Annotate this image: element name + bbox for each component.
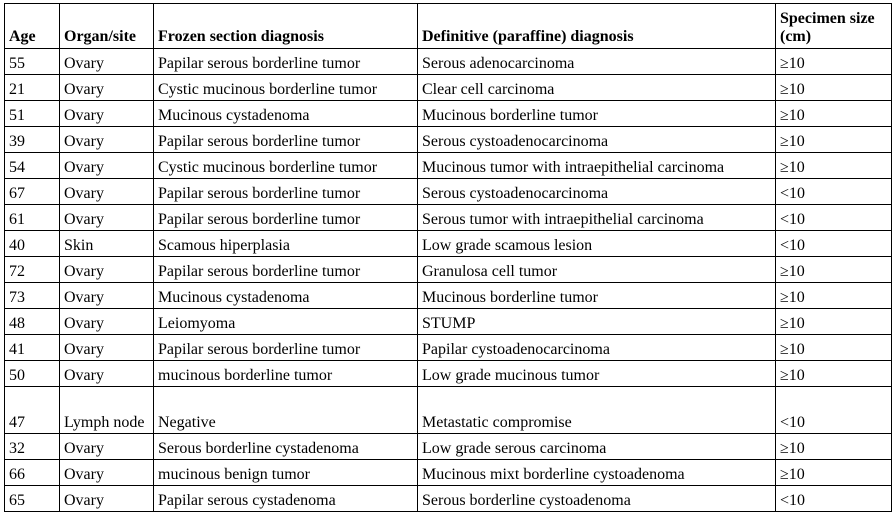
cell-organ: Lymph node [60,387,154,434]
cell-size: ≥10 [776,434,892,460]
cell-organ: Ovary [60,205,154,231]
cell-frozen: Papilar serous borderline tumor [154,257,418,283]
cell-frozen: Cystic mucinous borderline tumor [154,153,418,179]
cell-organ: Ovary [60,257,154,283]
table-row [5,49,892,75]
cell-definitive: Serous borderline cystoadenoma [418,486,776,512]
cell-size: ≥10 [776,257,892,283]
cell-size: ≥10 [776,335,892,361]
cell-age: 40 [5,231,60,257]
table-row [5,434,892,460]
cell-age: 54 [5,153,60,179]
cell-definitive: Low grade mucinous tumor [418,361,776,387]
cell-frozen: Papilar serous borderline tumor [154,205,418,231]
table-row [5,231,892,257]
cell-frozen: Papilar serous borderline tumor [154,335,418,361]
cell-size: <10 [776,231,892,257]
cell-age: 73 [5,283,60,309]
cell-age: 72 [5,257,60,283]
cell-organ: Ovary [60,309,154,335]
cell-frozen: Mucinous cystadenoma [154,101,418,127]
header-definitive-diagnosis: Definitive (paraffine) diagnosis [418,4,776,49]
cell-organ: Ovary [60,75,154,101]
diagnosis-table [4,3,892,512]
table-row [5,127,892,153]
header-frozen-section-diagnosis: Frozen section diagnosis [154,4,418,49]
cell-organ: Ovary [60,460,154,486]
cell-frozen: Mucinous cystadenoma [154,283,418,309]
cell-frozen: Papilar serous cystadenoma [154,486,418,512]
cell-definitive: Mucinous mixt borderline cystoadenoma [418,460,776,486]
cell-definitive: Mucinous borderline tumor [418,101,776,127]
cell-age: 47 [5,387,60,434]
header-age: Age [5,4,60,49]
cell-frozen: Papilar serous borderline tumor [154,127,418,153]
cell-definitive: Serous cystoadenocarcinoma [418,127,776,153]
cell-definitive: Mucinous borderline tumor [418,283,776,309]
cell-size: ≥10 [776,75,892,101]
cell-definitive: Granulosa cell tumor [418,257,776,283]
cell-definitive: Papilar cystoadenocarcinoma [418,335,776,361]
cell-frozen: Cystic mucinous borderline tumor [154,75,418,101]
cell-age: 67 [5,179,60,205]
cell-frozen: Serous borderline cystadenoma [154,434,418,460]
cell-size: ≥10 [776,283,892,309]
cell-age: 21 [5,75,60,101]
cell-organ: Ovary [60,361,154,387]
cell-size: ≥10 [776,49,892,75]
cell-definitive: STUMP [418,309,776,335]
cell-definitive: Serous tumor with intraepithelial carcinoma [418,205,776,231]
cell-frozen: Scamous hiperplasia [154,231,418,257]
cell-size: <10 [776,179,892,205]
cell-organ: Ovary [60,153,154,179]
table-row [5,460,892,486]
header-specimen-size: Specimen size (cm) [776,4,892,49]
cell-age: 48 [5,309,60,335]
cell-definitive: Low grade scamous lesion [418,231,776,257]
cell-definitive: Metastatic compromise [418,387,776,434]
cell-size: <10 [776,486,892,512]
cell-size: ≥10 [776,153,892,179]
cell-size: ≥10 [776,309,892,335]
table-row [5,153,892,179]
cell-definitive: Serous adenocarcinoma [418,49,776,75]
cell-size: ≥10 [776,101,892,127]
cell-frozen: mucinous borderline tumor [154,361,418,387]
table-row [5,101,892,127]
cell-frozen: Papilar serous borderline tumor [154,179,418,205]
header-organ-site: Organ/site [60,4,154,49]
cell-size: ≥10 [776,361,892,387]
cell-age: 41 [5,335,60,361]
cell-frozen: Negative [154,387,418,434]
cell-age: 39 [5,127,60,153]
cell-organ: Ovary [60,434,154,460]
cell-definitive: Low grade serous carcinoma [418,434,776,460]
cell-age: 61 [5,205,60,231]
table-row [5,205,892,231]
cell-definitive: Serous cystoadenocarcinoma [418,179,776,205]
cell-organ: Ovary [60,486,154,512]
cell-age: 32 [5,434,60,460]
table-row [5,486,892,512]
cell-size: <10 [776,387,892,434]
cell-organ: Ovary [60,335,154,361]
cell-size: <10 [776,205,892,231]
cell-size: ≥10 [776,127,892,153]
cell-age: 50 [5,361,60,387]
table-row [5,283,892,309]
cell-frozen: mucinous benign tumor [154,460,418,486]
cell-organ: Ovary [60,283,154,309]
table-row [5,179,892,205]
table-row [5,335,892,361]
cell-age: 55 [5,49,60,75]
cell-organ: Ovary [60,101,154,127]
cell-organ: Ovary [60,179,154,205]
cell-organ: Ovary [60,127,154,153]
table-row [5,257,892,283]
cell-definitive: Mucinous tumor with intraepithelial carcinoma [418,153,776,179]
table-row [5,387,892,434]
cell-age: 66 [5,460,60,486]
cell-frozen: Papilar serous borderline tumor [154,49,418,75]
cell-organ: Ovary [60,49,154,75]
cell-age: 51 [5,101,60,127]
table-row [5,75,892,101]
table-row [5,361,892,387]
header-row [5,4,892,49]
cell-organ: Skin [60,231,154,257]
cell-definitive: Clear cell carcinoma [418,75,776,101]
cell-age: 65 [5,486,60,512]
table-row [5,309,892,335]
cell-size: ≥10 [776,460,892,486]
cell-frozen: Leiomyoma [154,309,418,335]
